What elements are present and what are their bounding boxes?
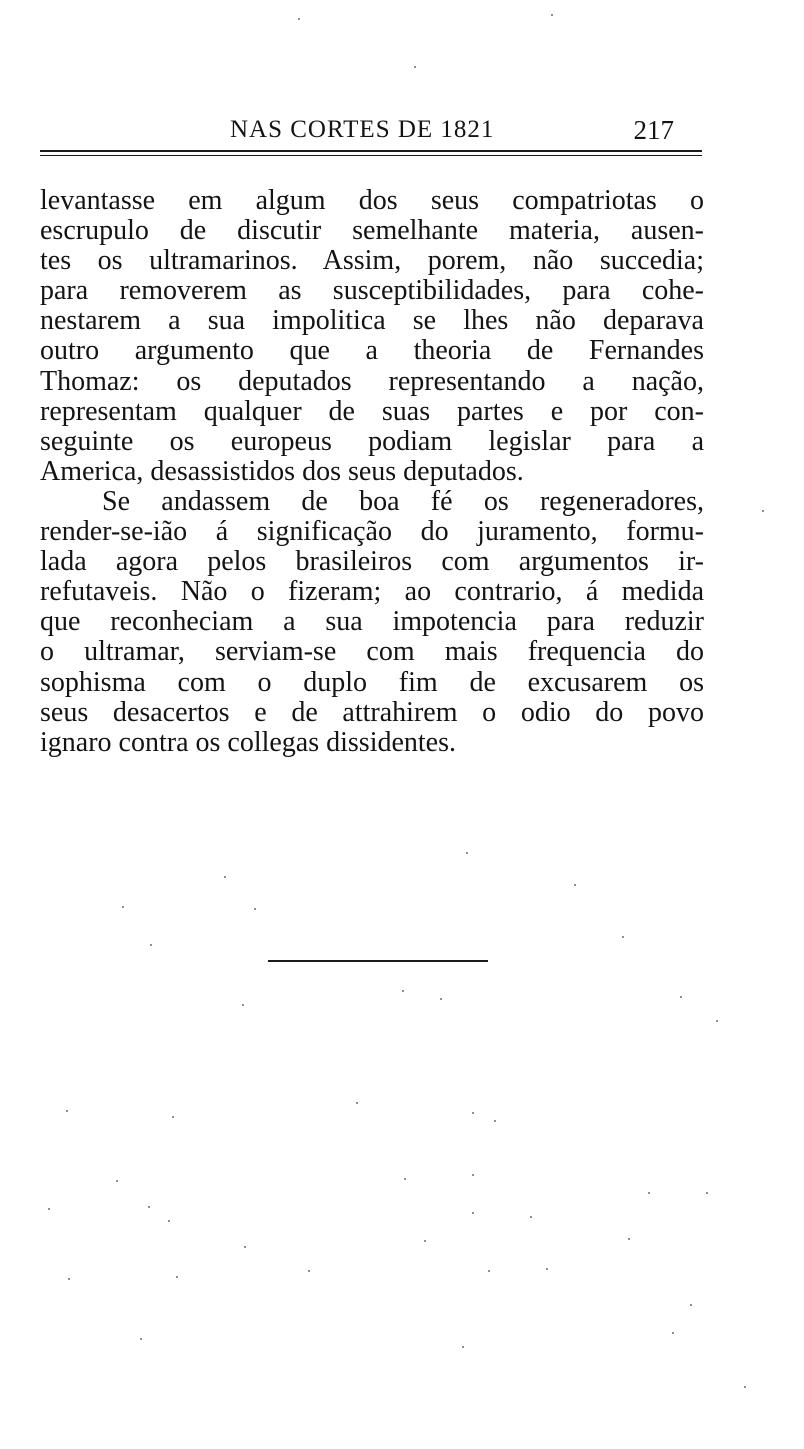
paragraph-1: [40, 186, 704, 487]
text-line: levantasse em algum dos seus compatriotas o: [40, 185, 704, 216]
text-line: seguinte os europeus podiam legislar para a: [40, 425, 704, 457]
scan-speck: [402, 990, 404, 992]
scan-speck: [148, 1206, 150, 1208]
paragraph-2: [40, 487, 704, 758]
scan-speck: [66, 1110, 68, 1112]
scan-speck: [424, 1240, 426, 1242]
scan-speck: [628, 1238, 630, 1240]
scan-speck: [150, 944, 152, 946]
scan-speck: [472, 1112, 474, 1114]
text-line: America, desassistidos dos seus deputados.: [40, 455, 524, 487]
header-rule: [40, 150, 702, 152]
text-line: que reconheciam a sua impotencia para reduzir: [40, 606, 704, 638]
scan-speck: [472, 1174, 474, 1176]
scan-speck: [462, 1346, 464, 1348]
scan-speck: [494, 1120, 496, 1122]
scan-speck: [224, 876, 226, 878]
page-number: 217: [633, 115, 674, 145]
scan-speck: [298, 18, 300, 20]
scan-speck: [440, 998, 442, 1000]
scan-speck: [762, 510, 764, 512]
scan-speck: [690, 1304, 692, 1306]
text-line: ignaro contra os collegas dissidentes.: [40, 726, 457, 758]
scan-speck: [244, 1246, 246, 1248]
text-line: Se andassem de boa fé os regeneradores,: [102, 485, 704, 517]
scan-speck: [488, 1270, 490, 1272]
scan-speck: [254, 908, 256, 910]
text-line: representam qualquer de suas partes e por con-: [40, 395, 704, 427]
scan-speck: [68, 1278, 70, 1280]
scan-speck: [648, 1192, 650, 1194]
running-head: [40, 112, 702, 148]
scan-speck: [622, 936, 624, 938]
text-line: tes os ultramarinos. Assim, porem, não succedia;: [40, 245, 704, 277]
scan-speck: [308, 1270, 310, 1272]
scan-speck: [706, 1192, 708, 1194]
text-line: sophisma com o duplo fim de excusarem os: [40, 666, 704, 698]
scan-speck: [466, 852, 468, 854]
scan-speck: [168, 1220, 170, 1222]
scan-speck: [672, 1332, 674, 1334]
text-line: para removerem as susceptibilidades, para cohe-: [40, 275, 704, 307]
text-line: outro argumento que a theoria de Fernandes: [40, 335, 704, 367]
text-line: render-se-ião á significação do juramento, formu-: [40, 516, 704, 548]
end-rule: [268, 960, 488, 962]
text-line: seus desacertos e de attrahirem o odio do povo: [40, 696, 704, 728]
text-line: lada agora pelos brasileiros com argumentos ir-: [40, 546, 704, 578]
scan-speck: [176, 1276, 178, 1278]
scan-speck: [414, 66, 416, 68]
running-title: NAS CORTES DE 1821: [230, 116, 495, 143]
body-text: [40, 186, 704, 758]
scan-speck: [744, 1386, 746, 1388]
scan-speck: [122, 906, 124, 908]
scan-speck: [574, 884, 576, 886]
scan-speck: [551, 14, 553, 16]
text-line: Thomaz: os deputados representando a nação,: [40, 365, 704, 397]
scan-speck: [530, 1216, 532, 1218]
header-rule-thin: [40, 155, 702, 156]
scan-speck: [716, 1020, 718, 1022]
scan-speck: [140, 1338, 142, 1340]
text-line: nestarem a sua impolitica se lhes não deparava: [40, 305, 704, 337]
scan-speck: [404, 1178, 406, 1180]
scan-speck: [172, 1116, 174, 1118]
text-line: refutaveis. Não o fizeram; ao contrario, á medida: [40, 576, 704, 608]
text-line: o ultramar, serviam-se com mais frequencia do: [40, 636, 704, 668]
text-line: escrupulo de discutir semelhante materia, ausen-: [40, 215, 704, 247]
scan-speck: [242, 1004, 244, 1006]
scan-speck: [546, 1268, 548, 1270]
scan-speck: [356, 1102, 358, 1104]
scan-speck: [680, 996, 682, 998]
scan-speck: [116, 1180, 118, 1182]
scan-speck: [48, 1208, 50, 1210]
scan-speck: [472, 1212, 474, 1214]
